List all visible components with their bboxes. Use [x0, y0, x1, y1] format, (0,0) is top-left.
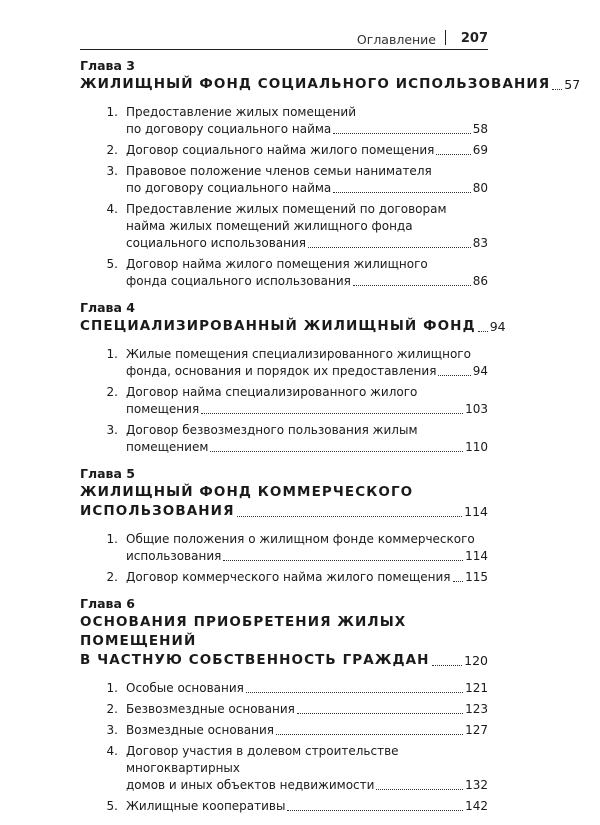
dot-leader	[223, 559, 463, 561]
entry-page-number: 58	[472, 122, 488, 136]
entry-body	[126, 256, 488, 290]
entry-title-line: Жилые помещения специализированного жилищного	[126, 347, 471, 361]
dot-leader	[432, 664, 463, 666]
table-of-contents	[80, 58, 581, 825]
chapter-title[interactable]	[80, 75, 581, 94]
chapter-page-number: 114	[464, 504, 488, 519]
entry-title-line: Предоставление жилых помещений	[126, 105, 356, 119]
chapter-title-line: ЖИЛИЩНЫЙ ФОНД КОММЕРЧЕСКОГО	[80, 484, 414, 500]
running-header-page-number: 207	[460, 31, 488, 46]
running-header-title: Оглавление	[356, 32, 436, 47]
entry-body	[126, 569, 488, 586]
entry-title-line: фонда социального использования	[126, 274, 351, 288]
section-list	[80, 680, 488, 815]
entry-number: 2.	[106, 570, 118, 584]
dot-leader	[438, 374, 470, 376]
entry-number: 1.	[106, 347, 118, 361]
running-header	[80, 28, 488, 50]
entry-page-number: 114	[465, 549, 488, 563]
entry-row	[126, 401, 488, 418]
entry-title-line: Договор безвозмездного пользования жилым	[126, 423, 418, 437]
entry-body	[126, 743, 488, 794]
entry-body	[126, 201, 488, 252]
entry-page-number: 69	[472, 143, 488, 157]
entry-page-number: 132	[465, 778, 488, 792]
chapter-label: Глава 5	[80, 466, 135, 481]
entry-page-number: 115	[465, 570, 488, 584]
header-rule	[80, 49, 488, 50]
dot-leader	[353, 284, 471, 286]
entry-body	[126, 798, 488, 815]
entry-title-line: Договор участия в долевом строительстве многоквартирных	[126, 744, 399, 775]
entry-body	[126, 104, 488, 138]
entry-row	[126, 363, 488, 380]
entry-body	[126, 701, 488, 718]
dot-leader	[376, 788, 463, 790]
dot-leader	[237, 515, 463, 517]
entry-title-line: Возмездные основания	[126, 723, 275, 737]
entry-row	[126, 142, 488, 159]
entry-row	[126, 798, 488, 815]
entry-row	[126, 235, 488, 252]
chapter-block	[80, 466, 488, 586]
toc-entry[interactable]	[80, 701, 488, 718]
chapter-title-row	[80, 651, 488, 670]
toc-entry[interactable]	[80, 201, 488, 252]
chapter-title[interactable]	[80, 483, 488, 521]
section-list	[80, 531, 488, 586]
entry-row	[126, 121, 488, 138]
toc-entry[interactable]	[80, 422, 488, 456]
entry-number: 5.	[106, 257, 118, 271]
entry-page-number: 83	[472, 236, 488, 250]
entry-row	[126, 180, 488, 197]
dot-leader	[246, 691, 463, 693]
entry-page-number: 94	[472, 364, 488, 378]
chapter-page-number: 120	[464, 653, 488, 668]
entry-title-line: Правовое положение членов семьи нанимателя	[126, 164, 432, 178]
toc-entry[interactable]	[80, 384, 488, 418]
entry-body	[126, 346, 488, 380]
chapter-label: Глава 3	[80, 58, 135, 73]
entry-title-line: Жилищные кооперативы	[126, 799, 286, 813]
section-list	[80, 346, 488, 456]
entry-row	[126, 548, 488, 565]
running-header-separator	[445, 30, 447, 45]
entry-body	[126, 384, 488, 418]
entry-number: 1.	[106, 532, 118, 546]
entry-number: 3.	[106, 164, 118, 178]
chapter-title[interactable]	[80, 317, 506, 336]
chapter-title-row	[80, 75, 581, 94]
dot-leader	[201, 412, 463, 414]
entry-title-line: по договору социального найма	[126, 122, 332, 136]
entry-page-number: 127	[465, 723, 488, 737]
entry-number: 3.	[106, 423, 118, 437]
dot-leader	[478, 330, 488, 332]
entry-body	[126, 422, 488, 456]
entry-row	[126, 722, 488, 739]
entry-body	[126, 142, 488, 159]
chapter-title-line: В ЧАСТНУЮ СОБСТВЕННОСТЬ ГРАЖДАН	[80, 652, 430, 668]
toc-entry[interactable]	[80, 346, 488, 380]
entry-row	[126, 701, 488, 718]
chapter-title-line: СПЕЦИАЛИЗИРОВАННЫЙ ЖИЛИЩНЫЙ ФОНД	[80, 318, 476, 334]
dot-leader	[453, 580, 464, 582]
entry-body	[126, 722, 488, 739]
entry-page-number: 103	[465, 402, 488, 416]
section-list	[80, 104, 488, 290]
chapter-title-line: ИСПОЛЬЗОВАНИЯ	[80, 503, 235, 519]
chapter-title-row	[80, 317, 506, 336]
dot-leader	[297, 712, 463, 714]
entry-title-line: Безвозмездные основания	[126, 702, 295, 716]
dot-leader	[436, 153, 470, 155]
chapter-block	[80, 300, 506, 456]
dot-leader	[210, 450, 463, 452]
entry-title-line: Договор коммерческого найма жилого помещения	[126, 570, 451, 584]
chapter-label: Глава 4	[80, 300, 135, 315]
chapter-block	[80, 596, 488, 815]
entry-title-line: Общие положения о жилищном фонде коммерческого	[126, 532, 475, 546]
entry-title-line: найма жилых помещений жилищного фонда	[126, 219, 413, 233]
chapter-title-line: ЖИЛИЩНЫЙ ФОНД СОЦИАЛЬНОГО ИСПОЛЬЗОВАНИЯ	[80, 76, 551, 92]
entry-title-line: социального использования	[126, 236, 306, 250]
entry-number: 5.	[106, 799, 118, 813]
toc-entry[interactable]	[80, 569, 488, 586]
entry-title-line: Договор найма специализированного жилого	[126, 385, 418, 399]
entry-page-number: 110	[465, 440, 488, 454]
entry-title-line: использования	[126, 549, 222, 563]
entry-row	[126, 439, 488, 456]
entry-title-line: Договор социального найма жилого помещения	[126, 143, 435, 157]
toc-entry[interactable]	[80, 104, 488, 138]
chapter-page-number: 94	[489, 319, 506, 334]
entry-page-number: 123	[465, 702, 488, 716]
entry-page-number: 142	[465, 799, 488, 813]
entry-row	[126, 777, 488, 794]
entry-number: 1.	[106, 105, 118, 119]
entry-body	[126, 163, 488, 197]
dot-leader	[552, 88, 562, 90]
dot-leader	[287, 809, 463, 811]
dot-leader	[308, 246, 471, 248]
dot-leader	[333, 132, 470, 134]
entry-row	[126, 569, 488, 586]
entry-number: 1.	[106, 681, 118, 695]
entry-body	[126, 531, 488, 565]
entry-number: 2.	[106, 143, 118, 157]
dot-leader	[276, 733, 463, 735]
toc-entry[interactable]	[80, 680, 488, 697]
entry-number: 3.	[106, 723, 118, 737]
toc-entry[interactable]	[80, 743, 488, 794]
entry-row	[126, 680, 488, 697]
entry-title-line: помещением	[126, 440, 209, 454]
entry-title-line: Договор найма жилого помещения жилищного	[126, 257, 428, 271]
toc-entry[interactable]	[80, 798, 488, 815]
entry-title-line: помещения	[126, 402, 200, 416]
entry-row	[126, 273, 488, 290]
entry-title-line: фонда, основания и порядок их предоставления	[126, 364, 437, 378]
toc-entry[interactable]	[80, 256, 488, 290]
entry-body	[126, 680, 488, 697]
entry-number: 4.	[106, 744, 118, 758]
entry-page-number: 86	[472, 274, 488, 288]
entry-title-line: Предоставление жилых помещений по договорам	[126, 202, 447, 216]
dot-leader	[333, 191, 470, 193]
entry-number: 4.	[106, 202, 118, 216]
entry-page-number: 121	[465, 681, 488, 695]
toc-entry[interactable]	[80, 722, 488, 739]
entry-title-line: домов и иных объектов недвижимости	[126, 778, 375, 792]
chapter-title-line: ОСНОВАНИЯ ПРИОБРЕТЕНИЯ ЖИЛЫХ ПОМЕЩЕНИЙ	[80, 614, 407, 649]
entry-number: 2.	[106, 385, 118, 399]
entry-title-line: по договору социального найма	[126, 181, 332, 195]
chapter-label: Глава 6	[80, 596, 135, 611]
entry-page-number: 80	[472, 181, 488, 195]
chapter-page-number: 57	[564, 77, 581, 92]
toc-entry[interactable]	[80, 163, 488, 197]
toc-entry[interactable]	[80, 142, 488, 159]
toc-entry[interactable]	[80, 531, 488, 565]
chapter-block	[80, 58, 581, 290]
entry-number: 2.	[106, 702, 118, 716]
entry-title-line: Особые основания	[126, 681, 244, 695]
chapter-title-row	[80, 502, 488, 521]
chapter-title[interactable]	[80, 613, 488, 670]
